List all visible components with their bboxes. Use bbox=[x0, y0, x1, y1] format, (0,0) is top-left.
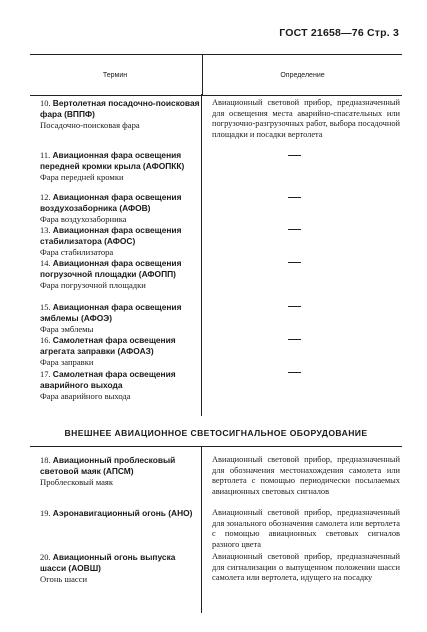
term-short: Фара аварийного выхода bbox=[40, 390, 131, 401]
section-title: ВНЕШНЕЕ АВИАЦИОННОЕ СВЕТОСИГНАЛЬНОЕ ОБОРУДОВАНИЕ bbox=[64, 428, 368, 438]
term-short: Фара стабилизатора bbox=[40, 246, 114, 257]
page-header: ГОСТ 21658—76 Стр. 3 bbox=[279, 27, 399, 39]
term-title bbox=[40, 192, 181, 213]
term-number: 18. bbox=[40, 456, 51, 465]
definition-dash bbox=[288, 197, 301, 198]
term-name: Авиационная фара освещения эмблемы (АФОЭ) bbox=[40, 302, 182, 324]
term-row bbox=[40, 455, 200, 487]
term-short: Фара воздухозаборника bbox=[40, 213, 127, 224]
term-title bbox=[40, 98, 199, 119]
column-term-header: Термин bbox=[102, 71, 128, 79]
column-divider-top bbox=[201, 94, 202, 416]
table-header bbox=[30, 54, 402, 96]
term-name: Авиационная фара освещения погрузочной площадки (АФОПП) bbox=[40, 258, 182, 280]
term-row bbox=[40, 369, 200, 401]
term-short: Посадочно-поисковая фара bbox=[40, 119, 140, 130]
term-row bbox=[40, 302, 200, 334]
term-name: Самолетная фара освещения аварийного выхода bbox=[40, 369, 176, 391]
term-row bbox=[40, 192, 200, 224]
term-short: Фара погрузочной площадки bbox=[40, 279, 146, 290]
term-number: 16. bbox=[40, 336, 51, 345]
column-definition-header: Определение bbox=[202, 55, 402, 95]
term-title bbox=[40, 552, 175, 573]
term-definition: Авиационный световой прибор, предназначенный для зонального обозначения самолета или вертолета с помощью авиационных световых сигналов разного цвета bbox=[212, 508, 400, 549]
term-row bbox=[40, 225, 200, 257]
term-title bbox=[40, 335, 176, 356]
term-row bbox=[40, 150, 200, 182]
term-row bbox=[40, 335, 200, 367]
term-short: Огонь шасси bbox=[40, 573, 88, 584]
term-name: Авиационная фара освещения передней кромки крыла (АФОПКК) bbox=[40, 150, 185, 172]
term-short: Проблесковый маяк bbox=[40, 476, 114, 487]
term-title bbox=[40, 150, 184, 171]
section-divider bbox=[30, 446, 402, 447]
column-divider-bottom bbox=[201, 447, 202, 613]
term-name: Авиационный проблесковый световой маяк (АПСМ) bbox=[40, 455, 176, 477]
term-title bbox=[40, 302, 181, 323]
term-name: Авиационная фара освещения стабилизатора (АФОС) bbox=[40, 225, 182, 247]
term-name: Авиационная фара освещения воздухозаборника (АФОВ) bbox=[40, 192, 182, 214]
term-number: 20. bbox=[40, 553, 51, 562]
term-row bbox=[40, 552, 200, 584]
definition-dash bbox=[288, 372, 301, 373]
term-number: 13. bbox=[40, 226, 51, 235]
term-name: Авиационный огонь выпуска шасси (АОВШ) bbox=[40, 552, 176, 574]
term-number: 10. bbox=[40, 99, 51, 108]
term-row bbox=[40, 98, 200, 130]
term-title bbox=[40, 455, 175, 476]
term-number: 11. bbox=[40, 151, 51, 160]
term-definition: Авиационный световой прибор, предназначенный для освещения места аварийно-спасательных или погрузочно-разгрузочных работ, выбора посадочной площадки и посадки вертолета bbox=[212, 98, 400, 139]
term-number: 12. bbox=[40, 193, 51, 202]
term-definition: Авиационный световой прибор, предназначенный для обозначения местонахождения самолета или вертолета с помощью периодически посылаемых авиационных световых сигналов bbox=[212, 455, 400, 496]
term-number: 17. bbox=[40, 370, 51, 379]
definition-dash bbox=[288, 229, 301, 230]
term-short: Фара эмблемы bbox=[40, 323, 94, 334]
term-number: 19. bbox=[40, 509, 51, 518]
term-short: Фара передней кромки bbox=[40, 171, 124, 182]
term-number: 15. bbox=[40, 303, 51, 312]
term-name: Самолетная фара освещения агрегата заправки (АФОАЗ) bbox=[40, 335, 176, 357]
term-title bbox=[40, 258, 181, 279]
term-title bbox=[40, 369, 176, 390]
definition-dash bbox=[288, 306, 301, 307]
term-row bbox=[40, 258, 200, 290]
term-row bbox=[40, 508, 200, 519]
term-name: Аэронавигационный огонь (АНО) bbox=[52, 508, 193, 518]
term-short: Фара заправки bbox=[40, 356, 94, 367]
term-definition: Авиационный световой прибор, предназначенный для сигнализации о выпущенном положении шасси самолета или вертолета, идущего на посадку bbox=[212, 552, 400, 583]
term-number: 14. bbox=[40, 259, 51, 268]
term-title bbox=[40, 508, 192, 518]
definition-dash bbox=[288, 339, 301, 340]
definition-dash bbox=[288, 262, 301, 263]
term-name: Вертолетная посадочно-поисковая фара (ВППФ) bbox=[40, 98, 200, 120]
definition-dash bbox=[288, 155, 301, 156]
term-title bbox=[40, 225, 181, 246]
